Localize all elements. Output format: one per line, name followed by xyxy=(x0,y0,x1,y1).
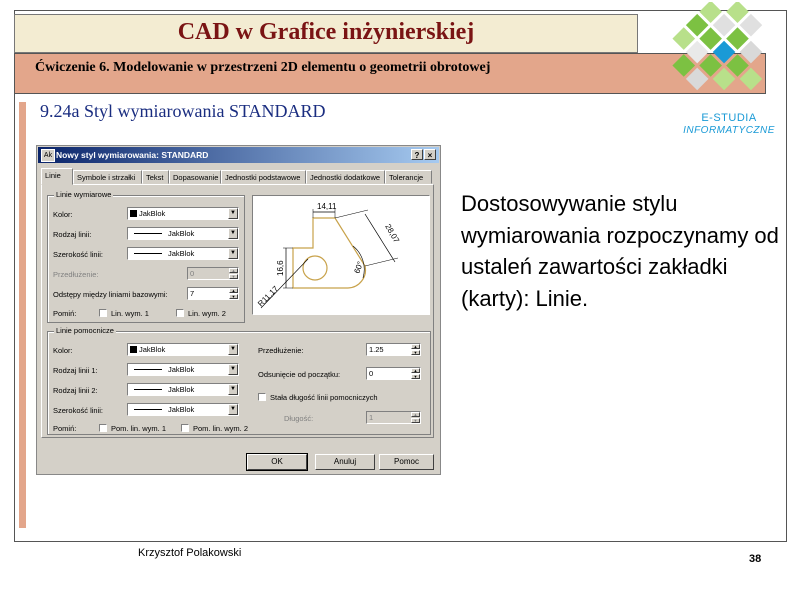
author-name: Krzysztof Polakowski xyxy=(138,547,242,559)
ok-button[interactable]: OK xyxy=(247,454,307,470)
ext-length-value: 1 xyxy=(369,413,374,422)
chevron-down-icon: ▼ xyxy=(228,364,238,375)
dim-lineweight-select[interactable] xyxy=(127,247,239,260)
preview-dim-angle: 60° xyxy=(352,260,366,275)
preview-dim-left: 16,6 xyxy=(276,260,285,276)
dim-color-select[interactable] xyxy=(127,207,239,220)
dialog-title: Nowy styl wymiarowania: STANDARD xyxy=(56,150,209,160)
accent-stripe xyxy=(19,102,26,528)
tab-jednostki-dodatkowe[interactable]: Jednostki dodatkowe xyxy=(306,170,385,184)
suppress-dim2-label: Lin. wym. 2 xyxy=(188,309,226,318)
preview-dim-right: 28,07 xyxy=(383,222,402,245)
body-text: Dostosowywanie stylu wymiarowania rozpoczynamy od ustaleń zawartości zakładki (karty): Linie. xyxy=(461,191,779,311)
ext-lineweight-select[interactable] xyxy=(127,403,239,416)
suppress-ext1-label: Pom. lin. wym. 1 xyxy=(111,424,167,433)
chevron-down-icon: ▼ xyxy=(228,404,238,415)
dim-lineweight-value: JakBlok xyxy=(168,249,195,258)
ext-color-label: Kolor: xyxy=(53,346,73,355)
page-number: 38 xyxy=(749,553,762,565)
line-sample-icon xyxy=(134,233,162,234)
ext-length-label: Długość: xyxy=(284,414,314,423)
dim-color-value: JakBlok xyxy=(139,209,166,218)
spin-down-icon[interactable]: ▼ xyxy=(411,374,420,379)
line-sample-icon xyxy=(134,253,162,254)
dim-lines-group xyxy=(47,190,245,323)
dim-spacing-label: Odstępy między liniami bazowymi: xyxy=(53,290,168,299)
ext-linetype2-value: JakBlok xyxy=(168,385,195,394)
suppress-ext2-checkbox[interactable] xyxy=(181,424,189,432)
logo-text-line1: E-STUDIA xyxy=(701,112,757,124)
help-button[interactable]: Pomoc xyxy=(379,454,434,470)
ext-linetype2-label: Rodzaj linii 2: xyxy=(53,386,98,395)
ext-lines-group-label: Linie pomocnicze xyxy=(56,326,114,335)
dim-lineweight-label: Szerokość linii: xyxy=(53,250,104,259)
dim-suppress-label: Pomiń: xyxy=(53,309,77,318)
color-swatch-icon xyxy=(130,210,137,217)
ext-extend-input[interactable] xyxy=(366,343,421,356)
ext-linetype1-select[interactable] xyxy=(127,363,239,376)
suppress-dim1-checkbox[interactable] xyxy=(99,309,107,317)
close-icon[interactable]: × xyxy=(424,149,436,160)
ext-suppress-label: Pomiń: xyxy=(53,424,77,433)
ext-color-value: JakBlok xyxy=(139,345,166,354)
ext-extend-value: 1.25 xyxy=(369,345,384,354)
suppress-dim1-label: Lin. wym. 1 xyxy=(111,309,149,318)
dim-spacing-value: 7 xyxy=(190,289,195,298)
chevron-down-icon: ▼ xyxy=(228,344,238,355)
slide-title-bar xyxy=(14,14,638,53)
fixed-length-label: Stała długość linii pomocniczych xyxy=(270,393,378,402)
line-sample-icon xyxy=(134,389,162,390)
dim-linetype-label: Rodzaj linii: xyxy=(53,230,92,239)
style-preview xyxy=(252,195,430,315)
slide-subtitle-bar xyxy=(14,53,766,94)
suppress-ext2-label: Pom. lin. wym. 2 xyxy=(193,424,249,433)
chevron-down-icon: ▼ xyxy=(228,384,238,395)
line-sample-icon xyxy=(134,409,162,410)
dim-extend-input xyxy=(187,267,239,280)
ext-lineweight-value: JakBlok xyxy=(168,405,195,414)
suppress-dim2-checkbox[interactable] xyxy=(176,309,184,317)
preview-dim-top: 14,11 xyxy=(317,202,337,211)
dialog-app-icon: Ak xyxy=(41,149,55,162)
spin-up-icon[interactable]: ▲ xyxy=(229,288,238,293)
line-sample-icon xyxy=(134,369,162,370)
suppress-ext1-checkbox[interactable] xyxy=(99,424,107,432)
chevron-down-icon: ▼ xyxy=(228,248,238,259)
spin-up-icon[interactable]: ▲ xyxy=(411,368,420,373)
dim-lines-group-label: Linie wymiarowe xyxy=(56,190,112,199)
dimension-style-dialog xyxy=(36,145,441,475)
ext-offset-value: 0 xyxy=(369,369,374,378)
ext-offset-label: Odsunięcie od początku: xyxy=(258,370,341,379)
slide-title: CAD w Grafice inżynierskiej xyxy=(177,19,475,45)
section-title: 9.24a Styl wymiarowania STANDARD xyxy=(40,101,326,121)
help-icon[interactable]: ? xyxy=(411,149,423,160)
tab-jednostki-podstawowe[interactable]: Jednostki podstawowe xyxy=(221,170,306,184)
fixed-length-checkbox[interactable] xyxy=(258,393,266,401)
spin-down-icon[interactable]: ▼ xyxy=(411,350,420,355)
spin-down-icon: ▼ xyxy=(229,274,238,279)
tab-symbole[interactable]: Symbole i strzałki xyxy=(73,170,142,184)
ext-lineweight-label: Szerokość linii: xyxy=(53,406,104,415)
dim-spacing-input[interactable] xyxy=(187,287,239,300)
dim-color-label: Kolor: xyxy=(53,210,73,219)
dim-extend-value: 0 xyxy=(190,269,195,278)
tab-linie[interactable]: Linie xyxy=(41,168,73,185)
logo-text-line2: INFORMATYCZNE xyxy=(683,125,775,136)
chevron-down-icon: ▼ xyxy=(228,228,238,239)
tab-panel-linie xyxy=(41,184,434,438)
preview-dim-radius: R11,17 xyxy=(256,284,281,309)
slide-subtitle: Ćwiczenie 6. Modelowanie w przestrzeni 2D elementu o geometrii obrotowej xyxy=(35,60,491,75)
ext-color-select[interactable] xyxy=(127,343,239,356)
ext-lines-group xyxy=(47,326,431,435)
ext-linetype1-value: JakBlok xyxy=(168,365,195,374)
spin-up-icon: ▲ xyxy=(229,268,238,273)
spin-down-icon[interactable]: ▼ xyxy=(229,294,238,299)
ext-length-input xyxy=(366,411,421,424)
ext-linetype1-label: Rodzaj linii 1: xyxy=(53,366,98,375)
ext-extend-label: Przedłużenie: xyxy=(258,346,304,355)
ext-linetype2-select[interactable] xyxy=(127,383,239,396)
spin-down-icon: ▼ xyxy=(411,418,420,423)
cancel-button[interactable]: Anuluj xyxy=(315,454,375,470)
dim-linetype-value: JakBlok xyxy=(168,229,195,238)
chevron-down-icon: ▼ xyxy=(228,208,238,219)
spin-up-icon[interactable]: ▲ xyxy=(411,344,420,349)
dialog-title-bar xyxy=(38,147,439,163)
dim-linetype-select[interactable] xyxy=(127,227,239,240)
color-swatch-icon xyxy=(130,346,137,353)
spin-up-icon: ▲ xyxy=(411,412,420,417)
tab-tekst[interactable]: Tekst xyxy=(142,170,169,184)
ext-offset-input[interactable] xyxy=(366,367,421,380)
dim-extend-label: Przedłużenie: xyxy=(53,270,99,279)
tab-dopasowanie[interactable]: Dopasowanie xyxy=(169,170,221,184)
tab-tolerancje[interactable]: Tolerancje xyxy=(385,170,432,184)
